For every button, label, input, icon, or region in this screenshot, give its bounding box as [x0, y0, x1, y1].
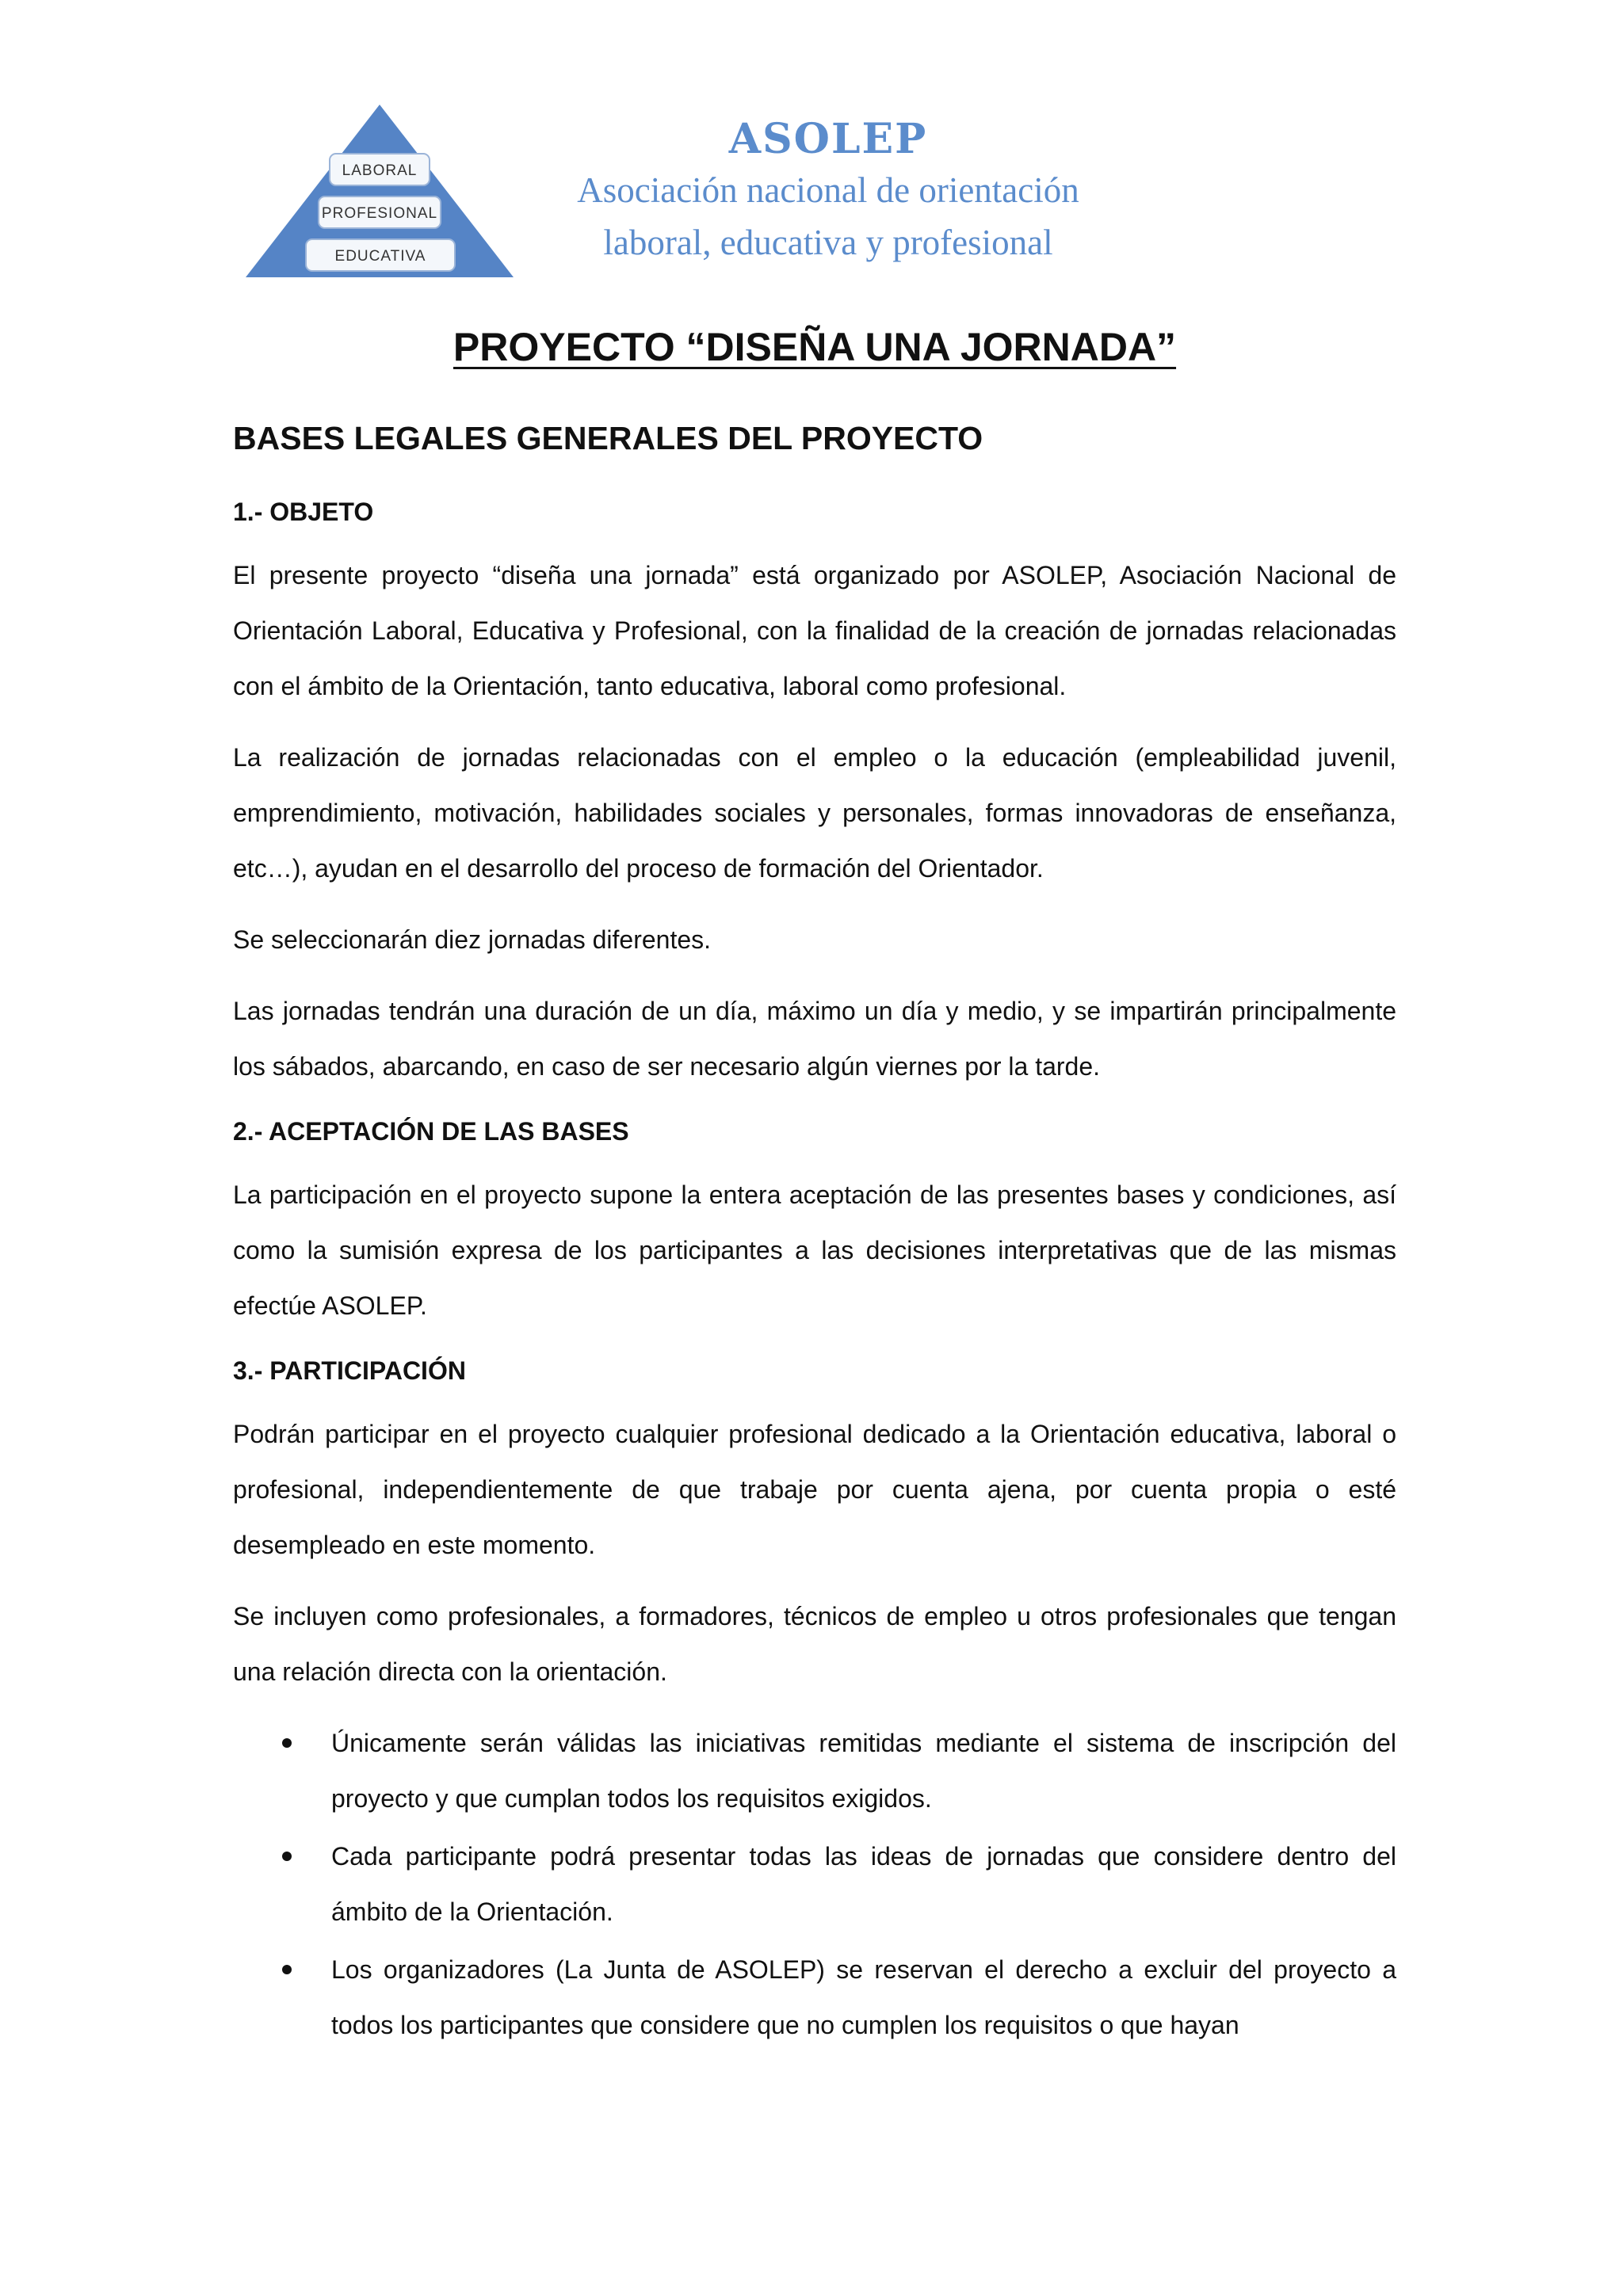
brand-block	[515, 115, 1141, 269]
section-1-paragraph-2: La realización de jornadas relacionadas con el empleo o la educación (empleabilidad juvenil, emprendimiento, motivación, habilidades sociales y personales, formas innovadoras de enseñanza, etc…), ayudan en el desarrollo del proceso de formación del Orientador.	[233, 743, 1396, 883]
asolep-pyramid-logo	[242, 103, 517, 279]
section-3-paragraph-1: Podrán participar en el proyecto cualquier profesional dedicado a la Orientación educativa, laboral o profesional, independientemente de que trabaje por cuenta ajena, por cuenta propia o esté desempleado en este momento.	[233, 1420, 1396, 1559]
bullet-dot-icon	[282, 1965, 292, 1974]
bullet-dot-icon	[282, 1738, 292, 1748]
document-body	[233, 313, 1396, 2055]
bullet-item	[233, 1715, 1396, 1826]
bullet-text: Los organizadores (La Junta de ASOLEP) se reservan el derecho a excluir del proyecto a todos los participantes que considere que no cumplen los requisitos o que hayan	[331, 1955, 1396, 2039]
pyramid-label-educativa: EDUCATIVA	[334, 248, 426, 265]
bullet-item	[233, 1829, 1396, 1939]
pyramid-label-profesional: PROFESIONAL	[321, 205, 438, 222]
section-2-heading: 2.- ACEPTACIÓN DE LAS BASES	[233, 1117, 629, 1146]
bullet-dot-icon	[282, 1852, 292, 1861]
section-heading: BASES LEGALES GENERALES DEL PROYECTO	[233, 420, 983, 456]
section-3-bullet-list	[233, 1715, 1396, 2053]
brand-name: ASOLEP	[728, 115, 928, 163]
section-1-heading: 1.- OBJETO	[233, 498, 374, 526]
section-3-heading: 3.- PARTICIPACIÓN	[233, 1356, 466, 1385]
section-1-paragraph-3: Se seleccionarán diez jornadas diferentes.	[233, 925, 712, 954]
section-3-paragraph-2: Se incluyen como profesionales, a formadores, técnicos de empleo u otros profesionales que tengan una relación directa con la orientación.	[233, 1602, 1396, 1686]
pyramid-graphic	[242, 103, 517, 279]
bullet-text: Cada participante podrá presentar todas las ideas de jornadas que considere dentro del ámbito de la Orientación.	[331, 1842, 1396, 1926]
section-1-paragraph-4: Las jornadas tendrán una duración de un día, máximo un día y medio, y se impartirán principalmente los sábados, abarcando, en caso de ser necesario algún viernes por la tarde.	[233, 997, 1396, 1081]
pyramid-label-laboral: LABORAL	[342, 162, 418, 179]
document-title: PROYECTO “DISEÑA UNA JORNADA”	[453, 325, 1177, 369]
section-2-paragraph-1: La participación en el proyecto supone la entera aceptación de las presentes bases y condiciones, así como la sumisión expresa de los participantes a las decisiones interpretativas que de las mismas efectúe ASOLEP.	[233, 1180, 1396, 1320]
section-1-paragraph-1: El presente proyecto “diseña una jornada” está organizado por ASOLEP, Asociación Nacional de Orientación Laboral, Educativa y Profesional, con la finalidad de la creación de jornadas relacionadas con el ámbito de la Orientación, tanto educativa, laboral como profesional.	[233, 561, 1396, 700]
brand-line-1: Asociación nacional de orientación	[577, 170, 1079, 210]
bullet-text: Únicamente serán válidas las iniciativas remitidas mediante el sistema de inscripción del proyecto y que cumplan todos los requisitos exigidos.	[331, 1729, 1396, 1813]
bullet-item	[233, 1942, 1396, 2053]
brand-line-2: laboral, educativa y profesional	[603, 223, 1053, 262]
